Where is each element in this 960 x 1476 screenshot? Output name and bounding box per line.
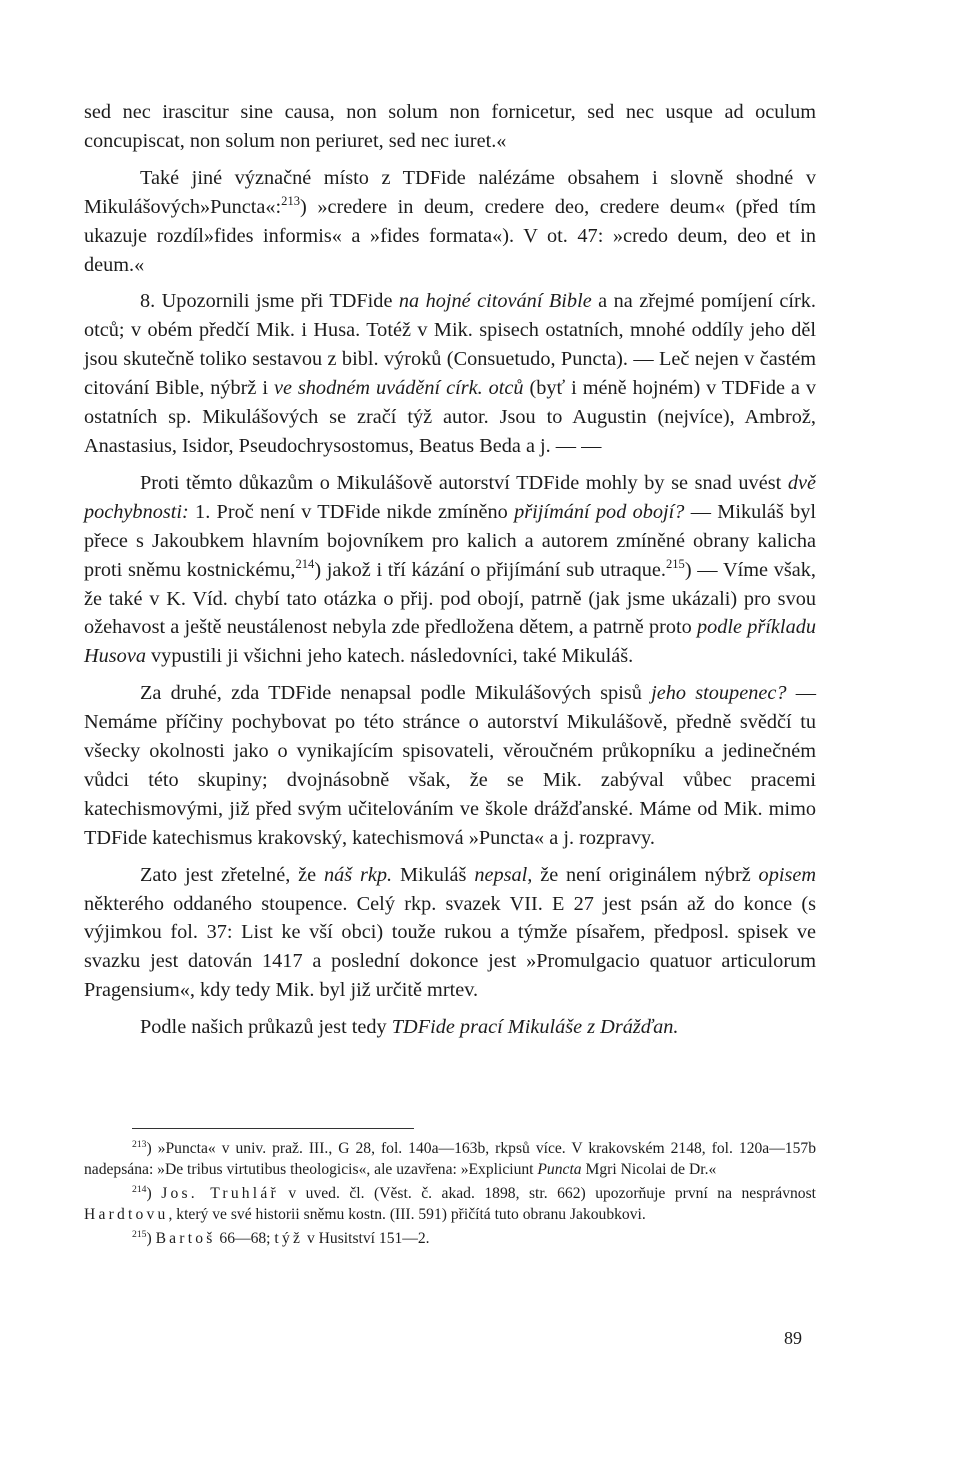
footnote-ref: 214 (295, 556, 315, 571)
italic-text: náš rkp. (323, 863, 393, 886)
paragraph-p5 (84, 679, 816, 852)
footnotes (84, 1138, 816, 1252)
text-run: — Mikuláš byl přece s Jakoubkem hlavním bojovníkem pro kalich a autorem zmíněné obrany kalicha proti sněmu kostnickému, (84, 500, 816, 581)
footnote-ref: 214 (132, 1183, 147, 1195)
footnote-ref: 213 (281, 193, 301, 208)
italic-text: Puncta (537, 1161, 582, 1178)
text-run: vypustili ji všichni jeho katech. následovníci, také Mikuláš. (145, 645, 634, 668)
text-run: ) jakož i tří kázání o přijímání sub utraque. (314, 558, 666, 581)
text-run: v Husitství 151—2. (303, 1230, 430, 1247)
text-run: 66—68; (215, 1230, 275, 1247)
text-run: a na zřejmé pomíjení círk. otců; v obém předčí Mik. i Husa. Totéž v Mik. spisech ostatních, mnohé oddíly jeho děl jsou skutečně toliko sestavou z bibl. výroků (Consuetudo, Puncta). — Leč nejen v častém citování Bible, nýbrž i (84, 290, 816, 400)
footnote-fn213 (84, 1138, 816, 1180)
text-run: Mikuláš (392, 863, 475, 886)
text-run: ) »credere in deum, credere deo, credere deum« (před tím ukazuje rozdíl»fides informis« a »fides formata«). V ot. 47: »credo deum, deo et in deum.« (84, 195, 816, 276)
italic-text: na hojné citování Bible (398, 290, 592, 313)
text-run: 8. Upozornili jsme při TDFide (140, 290, 399, 313)
italic-text: jeho stoupenec? (651, 682, 787, 705)
text-run: ) (146, 1230, 156, 1247)
text-run: Mgri Nicolai de Dr.« (581, 1161, 717, 1178)
text-run: Zato jest zřetelné, že (140, 863, 324, 886)
text-run: , který ve své historii sněmu kostn. (III. 591) přičítá tuto obranu Jakoubkovi. (168, 1206, 646, 1223)
italic-text: přijímání pod obojí? (514, 500, 685, 523)
italic-text: TDFide prací Mikuláše z Drážďan. (391, 1016, 679, 1039)
text-run: — Nemáme příčiny pochybovat po této stránce o autorství Mikulášově, předně svědčí tu všecky okolnosti jako o vynikajícím spisovateli, věroučném průkopníku a jedinečném vůdci této skupiny; dvojnásobně však, že se Mik. zabýval vůbec pracemi katechismovými, již před svým učitelováním ve škole drážďanské. Máme od Mik. mimo TDFide katechismus krakovský, katechismová »Puncta« a j. rozpravy. (84, 682, 816, 849)
spaced-name: Hardtovu (84, 1206, 169, 1223)
text-run: ) — Víme však, že také v K. Víd. chybí tato otázka o přij. pod obojí, patrně (jak jsme ukázali) pro svou ožehavost a ještě neustálenost nebyla zde předložena dětem, a patrně proto (84, 558, 816, 639)
text-run: ) (146, 1185, 162, 1202)
paragraph-p6 (84, 861, 816, 1006)
footnote-ref: 215 (665, 556, 685, 571)
text-run: ) »Puncta« v univ. praž. III., G 28, fol. 140a—163b, rkpsů více. V krakovském 2148, fol. 120a—157b nadepsána: »De tribus virtutibus theologicis«, ale uzavřena: »Expliciunt (84, 1140, 816, 1178)
text-run: sed nec irascitur sine causa, non solum non fornicetur, sed nec usque ad oculum concupiscat, non solum non periuret, sed nec iuret.« (84, 101, 816, 152)
text-run: Za druhé, zda TDFide nenapsal podle Mikulášových spisů (140, 682, 652, 705)
text-run: Proti těmto důkazům o Mikulášově autorství TDFide mohly by se snad uvést (140, 471, 788, 494)
paragraph-p7 (84, 1013, 816, 1042)
text-run: (byť i méně hojném) v TDFide a v ostatních sp. Mikulášových se zračí týž autor. Jsou to Augustin (nejvíce), Ambrož, Anastasius, Isidor, Pseudochrysostomus, Beatus Beda a j. — — (84, 377, 817, 457)
italic-text: dvě pochybnosti: (84, 471, 816, 523)
text-run: Podle našich průkazů jest tedy (140, 1016, 392, 1039)
italic-text: nepsal, (474, 863, 533, 886)
text-run: 1. Proč není v TDFide nikde zmíněno (188, 500, 515, 523)
footnote-divider (132, 1128, 414, 1129)
footnote-fn215 (84, 1228, 816, 1249)
footnote-ref: 213 (132, 1138, 147, 1150)
text-run: Také jiné význačné místo z TDFide nalézáme obsahem i slovně shodné v Mikulášových»Puncta«: (84, 166, 816, 218)
spaced-name: Bartoš (155, 1230, 216, 1247)
paragraph-p1 (84, 98, 816, 156)
text-run: že není originálem nýbrž (532, 863, 759, 886)
body-text (84, 98, 816, 1050)
spaced-name: Jos. Truhlář (161, 1185, 279, 1202)
page-number: 89 (784, 1328, 802, 1348)
footnote-ref: 215 (132, 1228, 147, 1240)
italic-text: podle příkladu Husova (84, 616, 816, 668)
spaced-name: týž (274, 1230, 304, 1247)
text-run: některého oddaného stoupence. Celý rkp. svazek VII. E 27 jest psán až do konce (s výjimkou fol. 37: List ke vší obci) touže rukou a týmže písařem, předposl. spisek ve svazku jest datován 1417 a poslední dokonce jest »Promulgacio quatuor articulorum Pragensium«, kdy tedy Mik. byl již určitě mrtev. (84, 892, 816, 1002)
italic-text: opisem (758, 863, 817, 886)
paragraph-p4 (84, 469, 816, 671)
paragraph-p2 (84, 164, 816, 280)
paragraph-p3 (84, 287, 816, 460)
footnote-fn214 (84, 1183, 816, 1225)
text-run: v uved. čl. (Věst. č. akad. 1898, str. 662) upozorňuje první na nesprávnost (278, 1185, 816, 1202)
italic-text: ve shodném uvádění círk. otců (273, 377, 524, 400)
